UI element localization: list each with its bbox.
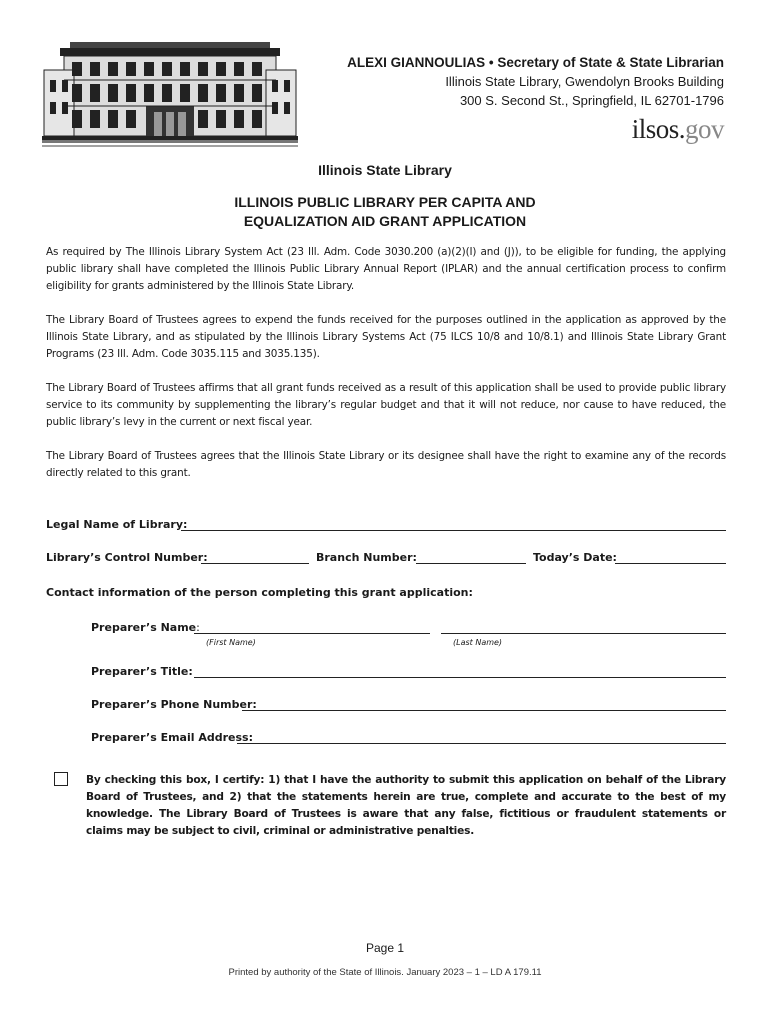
preparer-phone-field[interactable] (242, 710, 726, 711)
preparer-name-label: Preparer’s Name: (91, 621, 200, 634)
printed-by-footer: Printed by authority of the State of Illinois. January 2023 – 1 – LD A 179.11 (228, 967, 542, 978)
control-number-label: Library’s Control Number: (46, 551, 208, 564)
last-name-field[interactable] (441, 633, 726, 634)
certification-text: By checking this box, I certify: 1) that I have the authority to submit this application on behalf of the Library Board of Trustees, and 2) that the statements herein are true, complete and accurate to the best of my knowledge. The Library Board of Trustees is aware that any false, fictitious or fraudulent statements or claims may be subject to civil, criminal or administrative penalties. (86, 774, 726, 837)
records-paragraph: The Library Board of Trustees agrees that the Illinois State Library or its designee shall have the right to examine any of the records directly related to this grant. (46, 450, 726, 479)
todays-date-field[interactable] (615, 563, 726, 564)
preparer-email-field[interactable] (237, 743, 726, 744)
preparer-title-field[interactable] (194, 677, 726, 678)
agency-title: Illinois State Library (318, 162, 452, 178)
secretary-of-state-name: ALEXI GIANNOULIAS • Secretary of State & State Librarian (347, 55, 724, 70)
branch-number-label: Branch Number: (316, 551, 417, 564)
preparer-phone-label: Preparer’s Phone Number: (91, 698, 257, 711)
address: 300 S. Second St., Springfield, IL 62701-1796 (459, 93, 724, 108)
eligibility-paragraph: As required by The Illinois Library System Act (23 Ill. Adm. Code 3030.200 (a)(2)(I) and (J)), to be eligible for funding, the applying public library shall have completed the Illinois Public Library Annual Report (IPLAR) and the annual certification process to confirm eligibility for grants administered by the Illinois State Library. (46, 246, 726, 292)
last-name-caption: (Last Name) (453, 638, 503, 647)
first-name-field[interactable] (194, 633, 430, 634)
first-name-caption: (First Name) (206, 638, 256, 647)
affirmation-paragraph: The Library Board of Trustees affirms that all grant funds received as a result of this application shall be used to provide public library service to its community by supplementing the library’s regular budget and that it will not reduce, nor cause to have reduced, the public library’s levy in the current or next fiscal year. (46, 382, 726, 428)
control-number-field[interactable] (201, 563, 309, 564)
branch-number-field[interactable] (416, 563, 526, 564)
form-title: ILLINOIS PUBLIC LIBRARY PER CAPITA AND EQUALIZATION AID GRANT APPLICATION (234, 194, 536, 229)
legal-name-field[interactable] (181, 530, 726, 531)
page-number: Page 1 (365, 941, 405, 955)
expenditure-paragraph: The Library Board of Trustees agrees to expend the funds received for the purposes outlined in the application as approved by the Illinois State Library, and as stipulated by the Illinois Library Systems Act (75 ILCS 10/8 and 10/8.1) and Illinois State Library Grant Programs (23 Ill. Adm. Code 3035.115 and 3035.135). (46, 314, 726, 360)
preparer-email-label: Preparer’s Email Address: (91, 731, 253, 744)
certify-checkbox[interactable] (54, 772, 68, 786)
contact-heading: Contact information of the person completing this grant application: (46, 586, 473, 599)
ilsos-logo: ilsos.gov (631, 114, 724, 144)
preparer-title-label: Preparer’s Title: (91, 665, 193, 678)
building-name: Illinois State Library, Gwendolyn Brooks Building (445, 74, 724, 89)
todays-date-label: Today’s Date: (533, 551, 617, 564)
legal-name-label: Legal Name of Library: (46, 518, 188, 531)
illinois-state-library-building-icon (42, 40, 298, 152)
